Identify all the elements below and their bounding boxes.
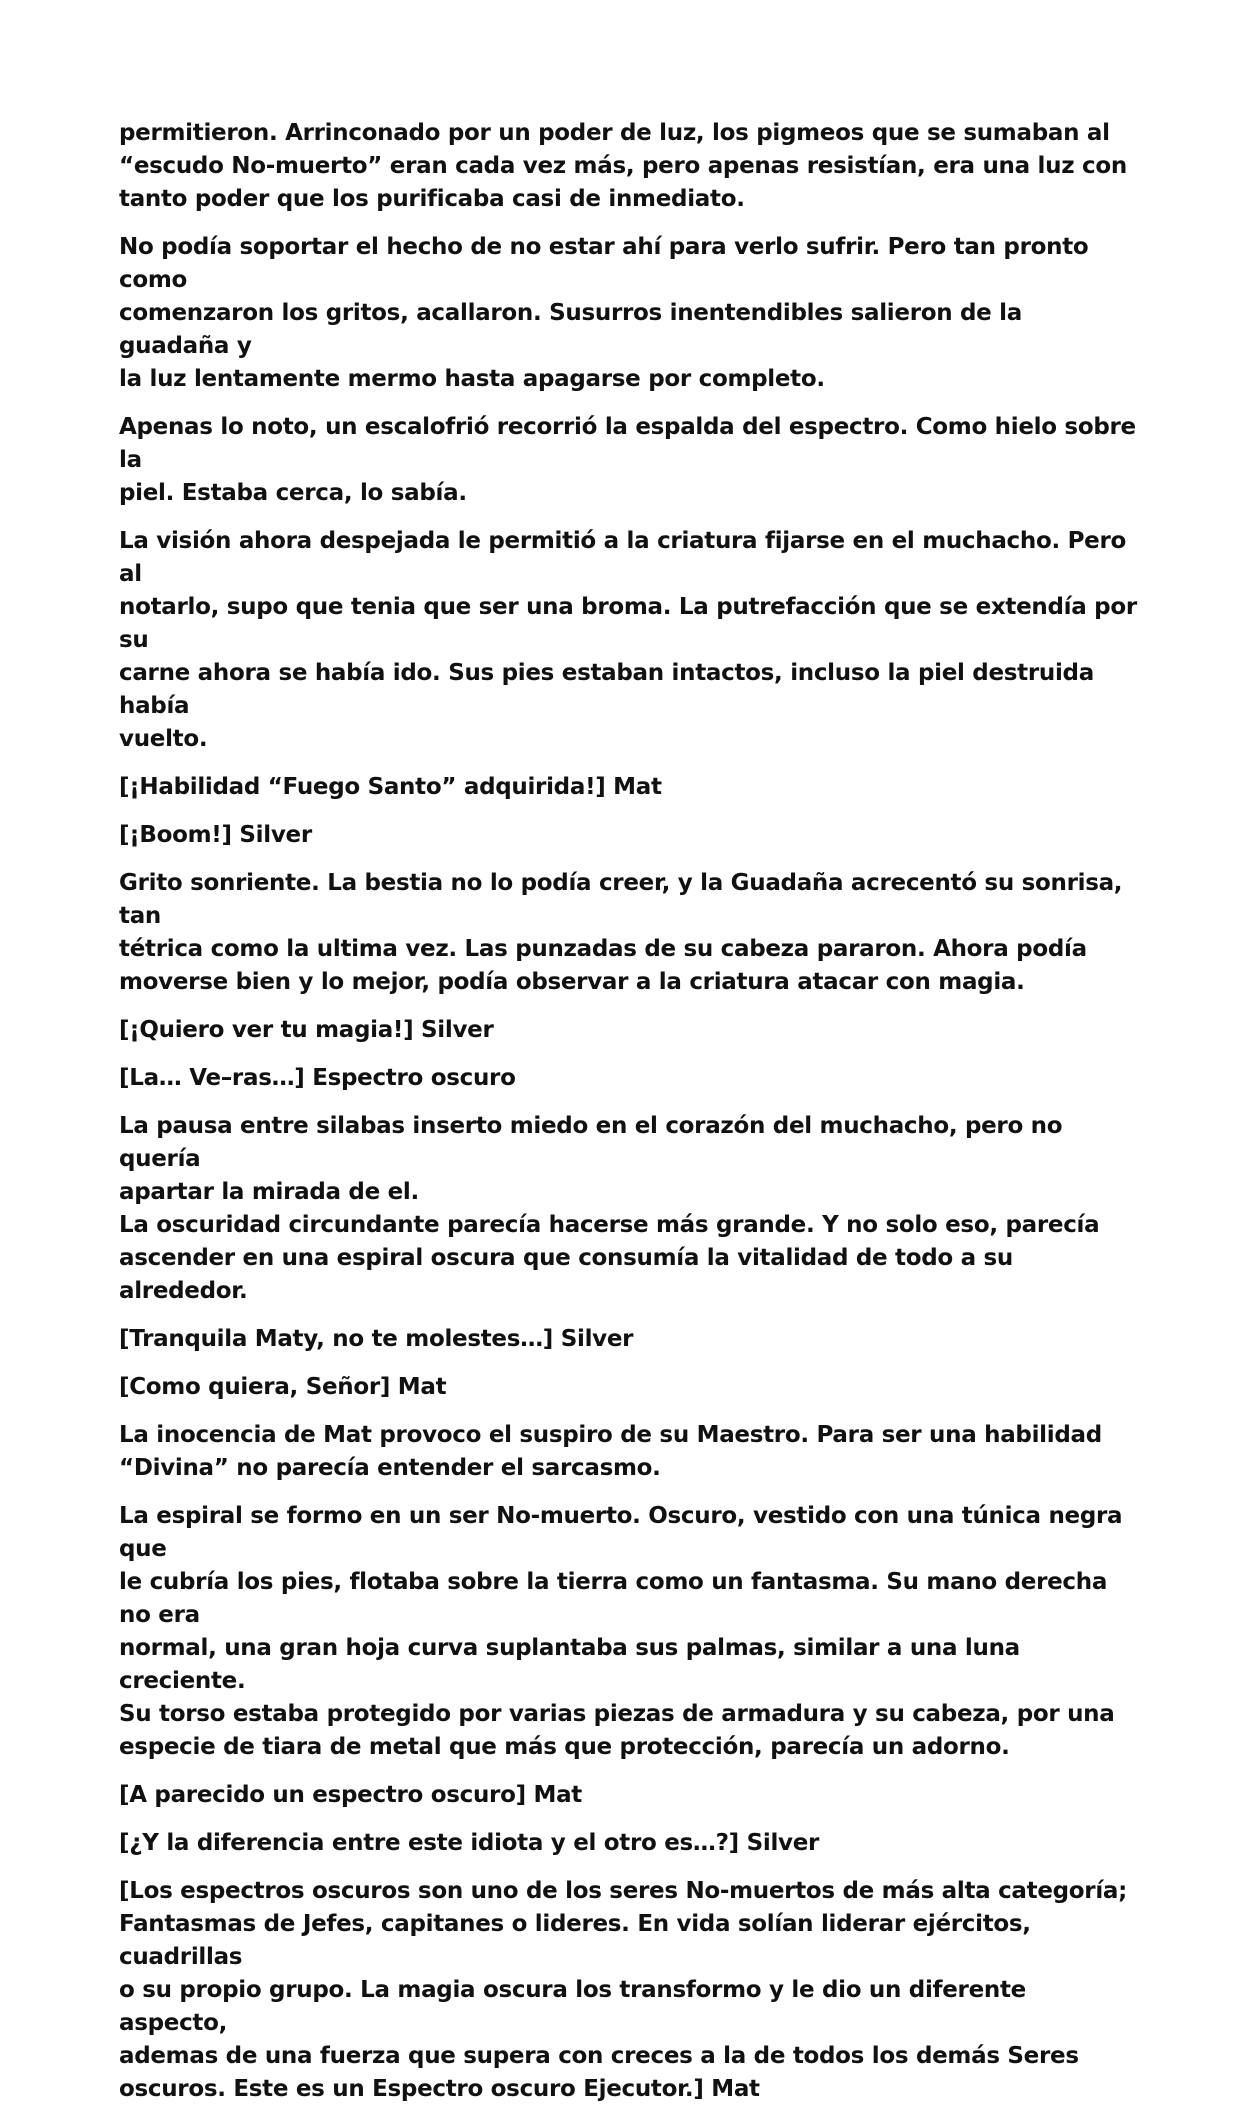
paragraph: No podía soportar el hecho de no estar ahí para verlo sufrir. Pero tan pronto como comenzaron los gritos, acallaron. Susurros inentendibles salieron de la guadaña y la luz lentamente mermo hasta apagarse por completo. bbox=[119, 234, 1089, 392]
paragraph: permitieron. Arrinconado por un poder de luz, los pigmeos que se sumaban al “escudo No-muerto” eran cada vez más, pero apenas resistían, era una luz con tanto poder que los purificaba casi de inmediato. bbox=[119, 120, 1127, 212]
paragraph: Apenas lo noto, un escalofrió recorrió la espalda del espectro. Como hielo sobre la piel. Estaba cerca, lo sabía. bbox=[119, 414, 1136, 506]
dialogue-line: [La… Ve–ras…] Espectro oscuro bbox=[119, 1065, 516, 1091]
dialogue-line: [Tranquila Maty, no te molestes…] Silver bbox=[119, 1326, 634, 1352]
paragraph: La inocencia de Mat provoco el suspiro de su Maestro. Para ser una habilidad “Divina” no parecía entender el sarcasmo. bbox=[119, 1422, 1102, 1481]
dialogue-line: [A parecido un espectro oscuro] Mat bbox=[119, 1782, 582, 1808]
paragraph: Grito sonriente. La bestia no lo podía creer, y la Guadaña acrecentó su sonrisa, tan tétrica como la ultima vez. Las punzadas de su cabeza pararon. Ahora podía moverse bien y lo mejor, podía observar a la criatura atacar con magia. bbox=[119, 870, 1123, 995]
dialogue-line: [¡Boom!] Silver bbox=[119, 822, 312, 848]
dialogue-line: [¡Habilidad “Fuego Santo” adquirida!] Mat bbox=[119, 774, 662, 800]
dialogue-line: [¡Quiero ver tu magia!] Silver bbox=[119, 1017, 494, 1043]
paragraph: La visión ahora despejada le permitió a la criatura fijarse en el muchacho. Pero al notarlo, supo que tenia que ser una broma. La putrefacción que se extendía por su carne ahora se había ido. Sus pies estaban intactos, incluso la piel destruida había vuelto. bbox=[119, 528, 1137, 752]
paragraph: La pausa entre silabas inserto miedo en el corazón del muchacho, pero no quería apartar la mirada de el. La oscuridad circundante parecía hacerse más grande. Y no solo eso, parecía ascender en una espiral oscura que consumía la vitalidad de todo a su alrededor. bbox=[119, 1113, 1100, 1304]
dialogue-line: [Los espectros oscuros son uno de los seres No-muertos de más alta categoría; Fantasmas de Jefes, capitanes o lideres. En vida solían liderar ejércitos, cuadrillas o su propio grupo. La magia oscura los transformo y le dio un diferente aspecto, ademas de una fuerza que supera con creces a la de todos los demás Seres oscuros. Este es un Espectro oscuro Ejecutor.] Mat bbox=[119, 1878, 1128, 2102]
dialogue-line: [¿Y la diferencia entre este idiota y el otro es…?] Silver bbox=[119, 1830, 820, 1856]
document-page bbox=[119, 117, 1139, 2121]
paragraph: La espiral se formo en un ser No-muerto. Oscuro, vestido con una túnica negra que le cubría los pies, flotaba sobre la tierra como un fantasma. Su mano derecha no era normal, una gran hoja curva suplantaba sus palmas, similar a una luna creciente. Su torso estaba protegido por varias piezas de armadura y su cabeza, por una especie de tiara de metal que más que protección, parecía un adorno. bbox=[119, 1503, 1123, 1760]
dialogue-line: [Como quiera, Señor] Mat bbox=[119, 1374, 447, 1400]
